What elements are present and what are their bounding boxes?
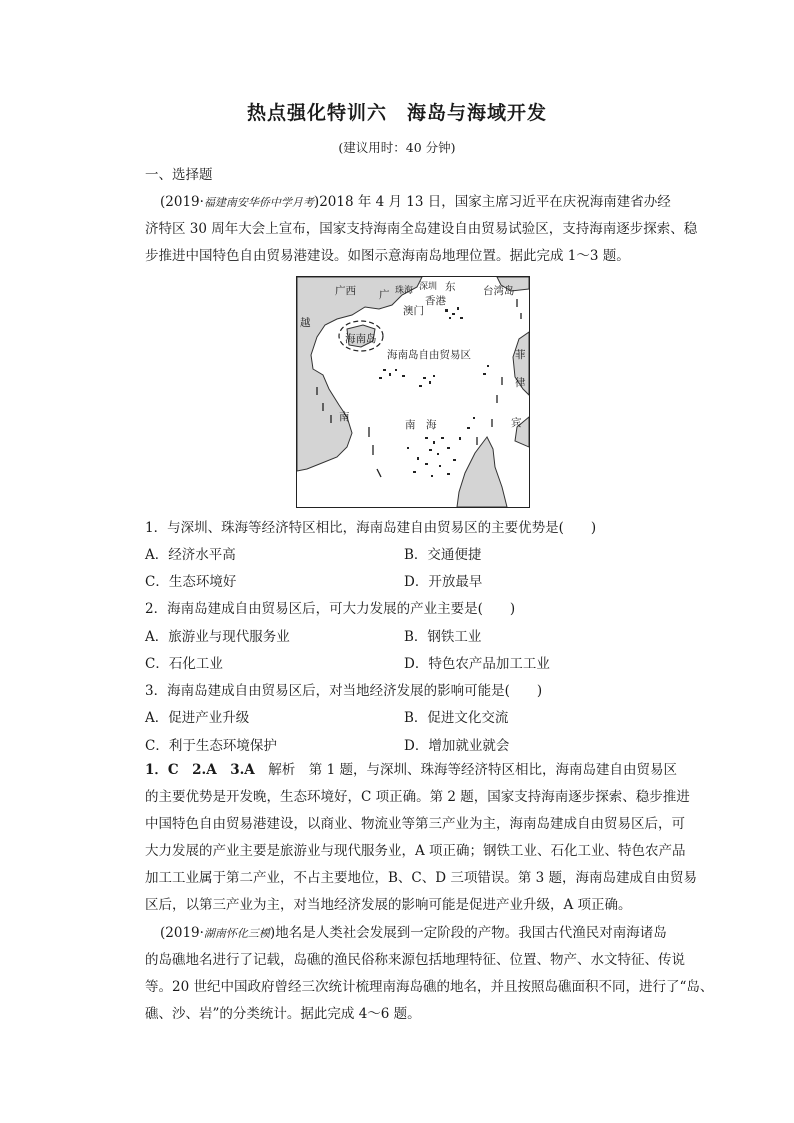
source-prefix: (2019·	[160, 194, 204, 210]
answer-line2: 的主要优势是开发晚，生态环境好，C 项正确。第 2 题，国家支持海南逐步探索、稳步推进	[145, 789, 690, 805]
answer-line3: 中国特色自由贸易港建设，以商业、物流业等第三产业为主，海南岛建成自由贸易区后，可	[145, 816, 685, 832]
intro1-text: )2018 年 4 月 13 日，国家主席习近平在庆祝海南建省办经	[313, 194, 671, 210]
q2-option-a: A．旅游业与现代服务业	[145, 629, 290, 645]
map-label-hainan: 海南岛	[345, 333, 377, 345]
section-heading: 一、选择题	[145, 167, 213, 183]
map-label-bin: 宾	[511, 417, 522, 429]
intro1-line1	[160, 193, 670, 212]
question-3: 3．海南岛建成自由贸易区后，对当地经济发展的影响可能是( )	[145, 683, 543, 699]
q1-option-b: B．交通便捷	[404, 547, 482, 563]
intro1-line3: 步推进中国特色自由贸易港建设。如图示意海南岛地理位置。据此完成 1～3 题。	[145, 248, 630, 264]
q3-option-c: C．利于生态环境保护	[145, 738, 277, 754]
map-label-dong: 东	[445, 281, 456, 293]
map-label-lu: 律	[515, 377, 526, 389]
page-title: 热点强化特训六 海岛与海域开发	[246, 102, 547, 124]
question-1: 1．与深圳、珠海等经济特区相比，海南岛建自由贸易区的主要优势是( )	[145, 520, 597, 536]
intro2-line2: 的岛礁地名进行了记载，岛礁的渔民俗称来源包括地理特征、位置、物产、水文特征、传说	[145, 952, 685, 968]
q2-option-d: D．特色农产品加工工业	[404, 656, 550, 672]
hainan-map	[296, 276, 530, 508]
intro2-line4: 礁、沙、岩”的分类统计。据此完成 4～6 题。	[145, 1006, 421, 1022]
map-label-zhuhai: 珠海	[395, 286, 414, 296]
q2-option-c: C．石化工业	[145, 656, 223, 672]
map-label-hongkong: 香港	[425, 295, 446, 307]
map-label-ftz: 海南岛自由贸易区	[387, 349, 471, 361]
q1-option-d: D．开放最早	[404, 574, 483, 590]
q3-option-d: D．增加就业就会	[404, 738, 510, 754]
intro1-line2: 济特区 30 周年大会上宣布，国家支持海南全岛建设自由贸易试验区，支持海南逐步探索、稳	[145, 221, 698, 237]
analysis-label: 解析	[268, 762, 296, 778]
intro2-line1	[160, 924, 670, 943]
answer-line1	[145, 761, 677, 779]
map-label-south-sea: 南 海	[405, 419, 437, 431]
map-label-shenzhen: 深圳	[419, 282, 438, 292]
answer-line4: 大力发展的产业主要是旅游业与现代服务业，A 项正确；钢铁工业、石化工业、特色农产品	[145, 843, 686, 859]
q1-option-a: A．经济水平高	[145, 547, 236, 563]
q1-option-c: C．生态环境好	[145, 574, 237, 590]
map-label-guangxi: 广西	[335, 285, 356, 297]
answer-line5: 加工工业属于第二产业，不占主要地位，B、C、D 三项错误。第 3 题，海南岛建成自由贸易	[145, 870, 698, 886]
source-prefix-2: (2019·	[160, 925, 204, 941]
map-label-taiwan: 台湾岛	[483, 285, 515, 297]
intro2-line3: 等。20 世纪中国政府曾经三次统计梳理南海岛礁的地名，并且按照岛礁面积不同，进行了“岛、	[145, 979, 714, 995]
answer-line6: 区后，以第三产业为主，对当地经济发展的影响可能是促进产业升级，A 项正确。	[145, 897, 632, 913]
source-name: 福建南安华侨中学月考	[203, 196, 314, 209]
map-label-macau: 澳门	[403, 305, 424, 317]
question-2: 2．海南岛建成自由贸易区后，可大力发展的产业主要是( )	[145, 601, 516, 617]
suggested-time: (建议用时：40 分钟)	[338, 140, 456, 155]
answer-keys: 1．C 2.A 3.A	[145, 762, 255, 778]
map-label-nan: 南	[339, 411, 350, 423]
intro2-text: )地名是人类社会发展到一定阶段的产物。我国古代渔民对南海诸岛	[269, 925, 667, 941]
q3-option-b: B．促进文化交流	[404, 710, 509, 726]
map-label-guangdong: 广	[379, 289, 390, 301]
q3-option-a: A．促进产业升级	[145, 710, 250, 726]
map-label-vietnam: 越	[300, 317, 311, 329]
map-label-fei: 菲	[515, 349, 526, 361]
source-name-2: 湖南怀化三模	[203, 927, 270, 940]
q2-option-b: B．钢铁工业	[404, 629, 482, 645]
answer-text: 第 1 题，与深圳、珠海等经济特区相比，海南岛建自由贸易区	[295, 762, 677, 778]
